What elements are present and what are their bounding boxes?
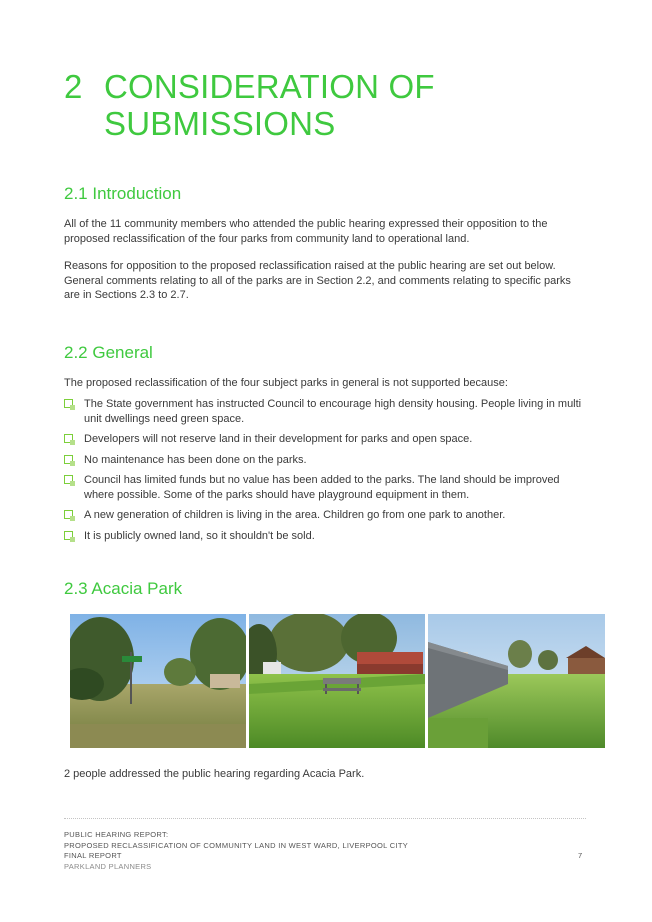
footer-line-title: PROPOSED RECLASSIFICATION OF COMMUNITY LAND IN WEST WARD, LIVERPOOL CITY [64, 840, 409, 850]
list-item: It is publicly owned land, so it shouldn't be sold. [64, 529, 586, 544]
list-item: The State government has instructed Council to encourage high density housing. People living in multi unit dwellings need green space. [64, 397, 586, 426]
checkbox-bullet-icon [64, 434, 73, 443]
checkbox-bullet-icon [64, 531, 73, 540]
list-item: Developers will not reserve land in their development for parks and open space. [64, 432, 586, 447]
acacia-park-photo-bench [249, 614, 425, 748]
checkbox-bullet-icon [64, 510, 73, 519]
chapter-title [64, 68, 604, 142]
chapter-number: 2 [64, 68, 83, 105]
section-heading-introduction: 2.1 Introduction [64, 184, 182, 203]
list-item: A new generation of children is living in the area. Children go from one park to another. [64, 508, 586, 523]
checkbox-bullet-icon [64, 475, 73, 484]
general-bullet-list [64, 397, 586, 549]
acacia-park-photo-strip [70, 614, 605, 748]
footer-line-author: PARKLAND PLANNERS [64, 861, 152, 871]
footer-divider [64, 818, 586, 819]
list-item: Council has limited funds but no value has been added to the parks. The land should be improved where possible. Some of the parks should have playground equipment in them. [64, 473, 586, 502]
page-footer [64, 830, 586, 872]
acacia-park-note: 2 people addressed the public hearing regarding Acacia Park. [64, 768, 365, 780]
acacia-park-photo-fence [428, 614, 605, 748]
section-heading-acacia-park: 2.3 Acacia Park [64, 579, 183, 598]
introduction-paragraph-1: All of the 11 community members who attended the public hearing expressed their opposition to the proposed reclassification of the four parks from community land to operational land. [64, 218, 548, 245]
section-heading-general: 2.2 General [64, 343, 153, 362]
list-item: No maintenance has been done on the parks. [64, 453, 586, 468]
introduction-paragraph-2: Reasons for opposition to the proposed reclassification raised at the public hearing are set out below. General comments relating to all of the parks are in Section 2.2, and comments relating to specific parks are in Sections 2.3 to 2.7. [64, 260, 571, 301]
checkbox-bullet-icon [64, 399, 73, 408]
chapter-title-line2: SUBMISSIONS [104, 105, 336, 142]
page-number: 7 [578, 851, 583, 860]
general-intro: The proposed reclassification of the four subject parks in general is not supported because: [64, 377, 508, 389]
checkbox-bullet-icon [64, 455, 73, 464]
acacia-park-photo-street-sign [70, 614, 246, 748]
footer-line-report: PUBLIC HEARING REPORT: [64, 830, 169, 839]
footer-line-final: FINAL REPORT [64, 851, 122, 860]
chapter-title-line1: CONSIDERATION OF [104, 68, 435, 105]
